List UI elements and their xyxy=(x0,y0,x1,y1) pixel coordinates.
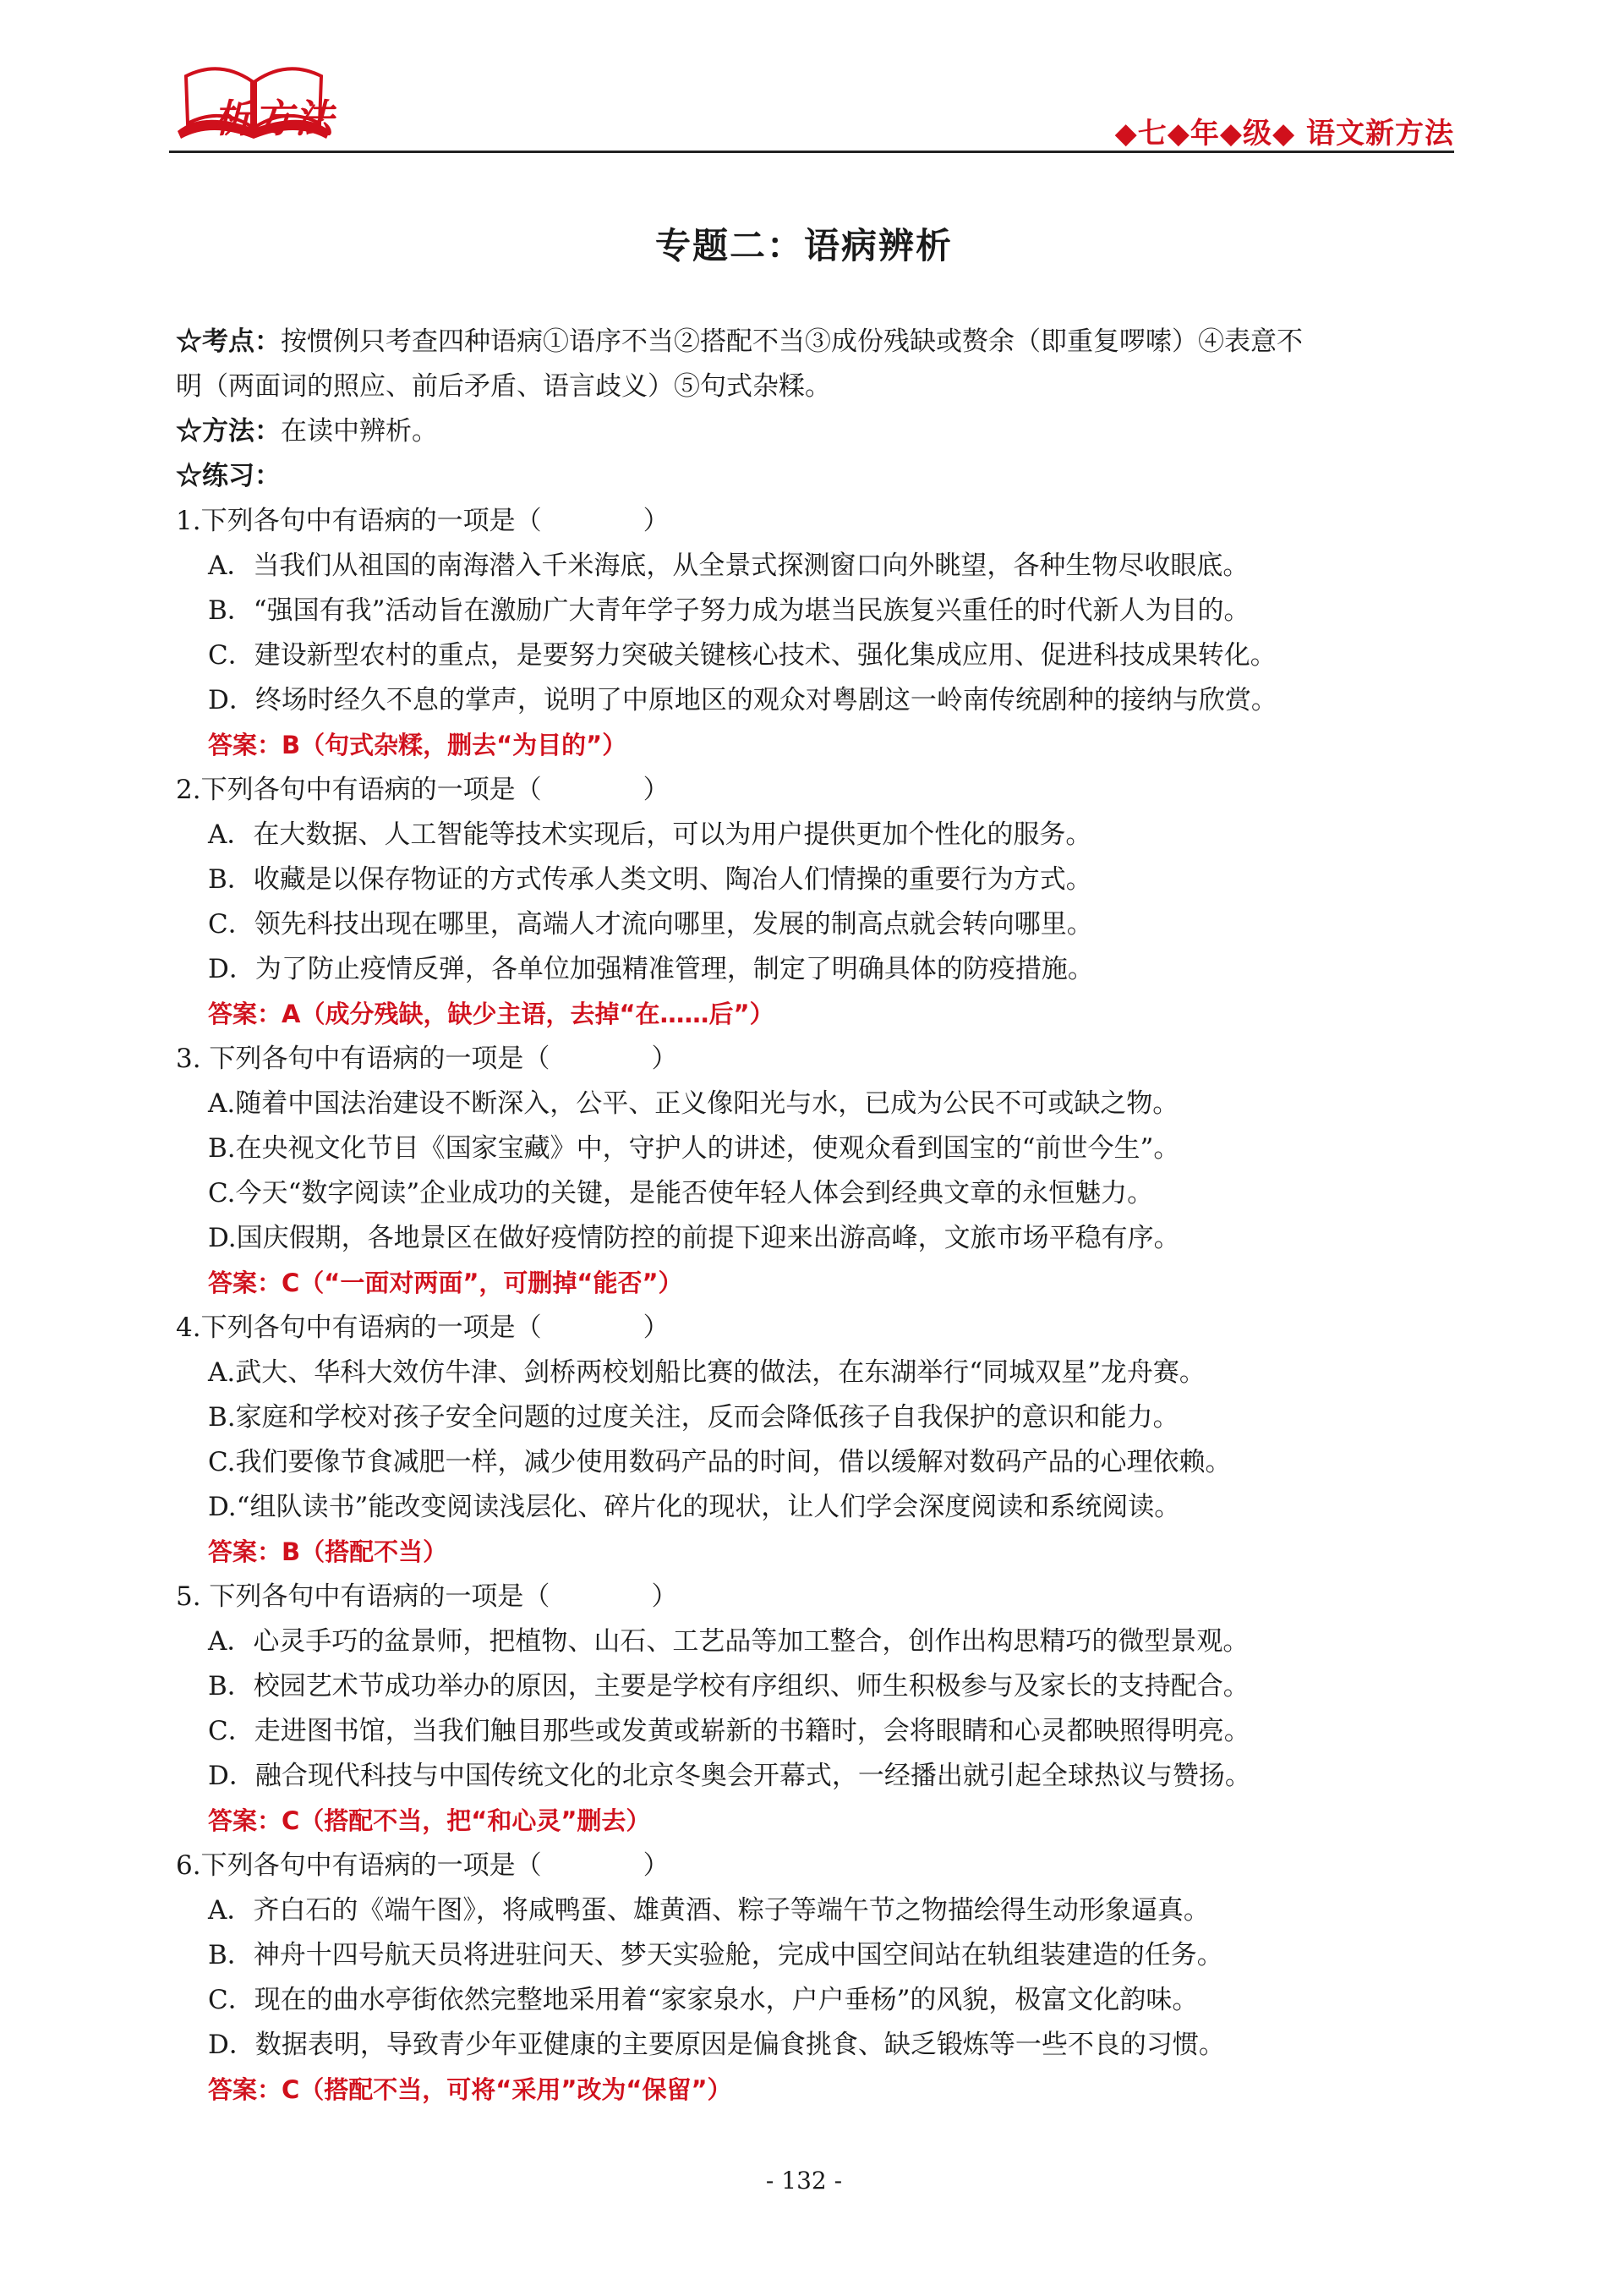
question-list xyxy=(176,499,1461,2112)
page-title: 专题二：语病辨析 xyxy=(654,225,953,266)
question-stem xyxy=(176,1575,1461,1619)
question-stem xyxy=(176,499,1461,544)
header-divider xyxy=(169,151,1454,153)
question-option: B．校园艺术节成功举办的原因，主要是学校有序组织、师生积极参与及家长的支持配合。 xyxy=(208,1671,1250,1701)
question-stem xyxy=(176,1037,1461,1082)
kaodian-label: ☆考点： xyxy=(176,326,281,357)
question-option: A．在大数据、人工智能等技术实现后，可以为用户提供更加个性化的服务。 xyxy=(208,819,1092,850)
page-header xyxy=(169,51,1454,161)
question-option: D.国庆假期，各地景区在做好疫情防控的前提下迎来出游高峰，文旅市场平稳有序。 xyxy=(208,1223,1180,1253)
lianxi-label: ☆练习： xyxy=(176,461,281,491)
question-option: A．心灵手巧的盆景师，把植物、山石、工艺品等加工整合，创作出构思精巧的微型景观。 xyxy=(208,1626,1250,1657)
answer-note: 答案：C（“一面对两面”，可删掉“能否”） xyxy=(208,1269,683,1297)
question-close-paren: ） xyxy=(651,1581,678,1612)
document-body xyxy=(176,320,1461,2112)
answer-note: 答案：C（搭配不当，可将“采用”改为“保留”） xyxy=(208,2075,732,2104)
kaodian-line-1 xyxy=(176,320,1461,364)
question-stem xyxy=(176,768,1461,813)
question-option: C.我们要像节食减肥一样，减少使用数码产品的时间，借以缓解对数码产品的心理依赖。 xyxy=(208,1447,1232,1477)
question-text: 2.下列各句中有语病的一项是（ xyxy=(176,775,542,805)
question-close-paren: ） xyxy=(643,506,670,536)
question-option: C．领先科技出现在哪里，高端人才流向哪里，发展的制高点就会转向哪里。 xyxy=(208,909,1093,940)
question-option: B.在央视文化节目《国家宝藏》中，守护人的讲述，使观众看到国宝的“前世今生”。 xyxy=(208,1133,1180,1164)
series-title: ◆七◆年◆级◆ 语文新方法 xyxy=(1114,117,1454,151)
question-option: B．“强国有我”活动旨在激励广大青年学子努力成为堪当民族复兴重任的时代新人为目的。 xyxy=(208,595,1250,626)
question-option: C.今天“数字阅读”企业成功的关键，是能否使年轻人体会到经典文章的永恒魅力。 xyxy=(208,1178,1154,1208)
question-option: A．齐白石的《端午图》，将咸鸭蛋、雄黄酒、粽子等端午节之物描绘得生动形象逼真。 xyxy=(208,1895,1210,1926)
answer-note: 答案：A（成分残缺，缺少主语，去掉“在……后”） xyxy=(208,1000,774,1028)
kaodian-line-2: 明（两面词的照应、前后矛盾、语言歧义）⑤句式杂糅。 xyxy=(176,371,831,402)
question-option: D.“组队读书”能改变阅读浅层化、碎片化的现状，让人们学会深度阅读和系统阅读。 xyxy=(208,1492,1181,1522)
answer-note: 答案：C（搭配不当，把“和心灵”删去） xyxy=(208,1806,651,1835)
page-number: - 132 - xyxy=(765,2167,843,2195)
question-close-paren: ） xyxy=(643,1312,670,1343)
answer-note: 答案：B（句式杂糅，删去“为目的”） xyxy=(208,731,627,759)
question-stem xyxy=(176,1306,1461,1351)
question-option: D．终场时经久不息的掌声，说明了中原地区的观众对粤剧这一岭南传统剧种的接纳与欣赏。 xyxy=(208,685,1277,715)
question-stem xyxy=(176,1844,1461,1888)
question-text: 6.下列各句中有语病的一项是（ xyxy=(176,1850,542,1881)
answer-note: 答案：B（搭配不当） xyxy=(208,1537,448,1566)
question-close-paren: ） xyxy=(643,1850,670,1881)
question-option: D．融合现代科技与中国传统文化的北京冬奥会开幕式，一经播出就引起全球热议与赞扬。 xyxy=(208,1761,1251,1791)
question-option: A.随着中国法治建设不断深入，公平、正义像阳光与水，已成为公民不可或缺之物。 xyxy=(208,1088,1179,1119)
question-option: C．走进图书馆，当我们触目那些或发黄或崭新的书籍时，会将眼睛和心灵都映照得明亮。 xyxy=(208,1716,1250,1746)
question-option: C．建设新型农村的重点，是要努力突破关键核心技术、强化集成应用、促进科技成果转化。 xyxy=(208,640,1277,671)
question-text: 5. 下列各句中有语病的一项是（ xyxy=(176,1581,550,1612)
question-option: D．为了防止疫情反弹，各单位加强精准管理，制定了明确具体的防疫措施。 xyxy=(208,954,1094,984)
fangfa-text: 在读中辨析。 xyxy=(281,416,438,447)
question-option: B．神舟十四号航天员将进驻问天、梦天实验舱，完成中国空间站在轨组装建造的任务。 xyxy=(208,1940,1223,1970)
question-text: 3. 下列各句中有语病的一项是（ xyxy=(176,1044,550,1074)
question-option: A.武大、华科大效仿牛津、剑桥两校划船比赛的做法，在东湖举行“同城双星”龙舟赛。 xyxy=(208,1357,1206,1388)
question-option: B．收藏是以保存物证的方式传承人类文明、陶冶人们情操的重要行为方式。 xyxy=(208,864,1092,895)
question-option: D．数据表明，导致青少年亚健康的主要原因是偏食挑食、缺乏锻炼等一些不良的习惯。 xyxy=(208,2030,1225,2060)
question-text: 1.下列各句中有语病的一项是（ xyxy=(176,506,542,536)
fangfa-label: ☆方法： xyxy=(176,416,281,447)
question-option: C．现在的曲水亭街依然完整地采用着“家家泉水，户户垂杨”的风貌，极富文化韵味。 xyxy=(208,1985,1199,2015)
question-text: 4.下列各句中有语病的一项是（ xyxy=(176,1312,542,1343)
logo-text: 析方法 xyxy=(213,96,335,141)
question-close-paren: ） xyxy=(651,1044,678,1074)
kaodian-text: 按惯例只考查四种语病①语序不当②搭配不当③成份残缺或赘余（即重复啰嗦）④表意不 xyxy=(281,326,1303,357)
question-close-paren: ） xyxy=(643,775,670,805)
question-option: B.家庭和学校对孩子安全问题的过度关注，反而会降低孩子自我保护的意识和能力。 xyxy=(208,1402,1179,1433)
fangfa-line xyxy=(176,409,1461,454)
question-option: A．当我们从祖国的南海潜入千米海底，从全景式探测窗口向外眺望，各种生物尽收眼底。 xyxy=(208,551,1250,581)
